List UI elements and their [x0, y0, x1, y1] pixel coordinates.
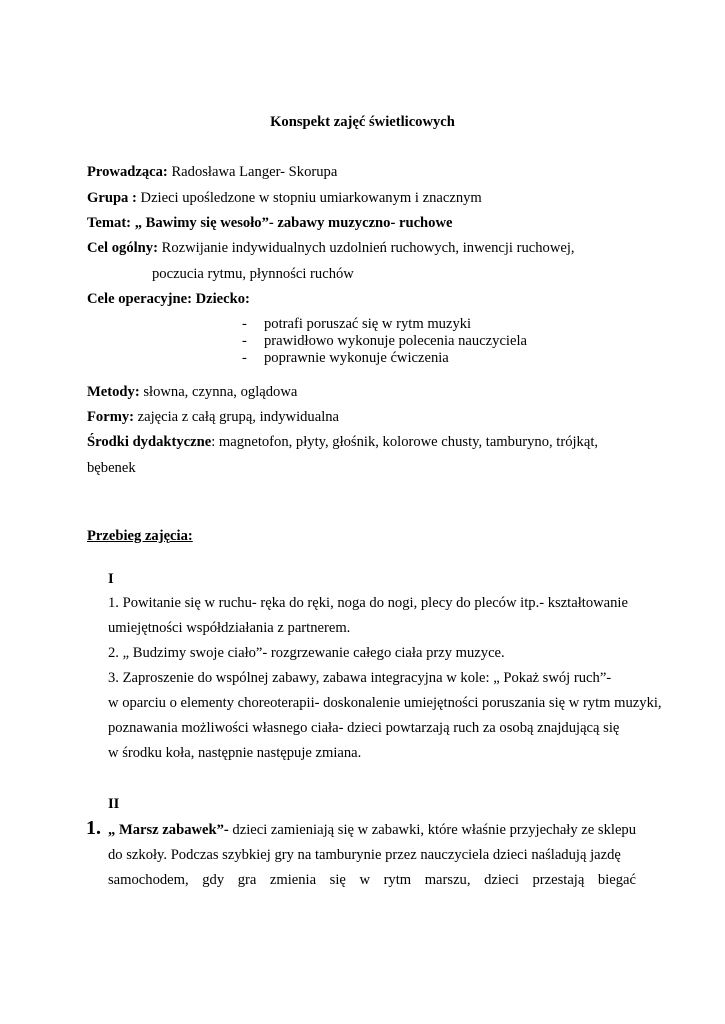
- srodki-value: : magnetofon, płyty, głośnik, kolorowe chusty, tamburyno, trójkąt,: [211, 434, 599, 450]
- grupa-value: Dzieci upośledzone w stopniu umiarkowanym i znacznym: [136, 190, 482, 206]
- section-1-paragraph-3-line-2: w oparciu o elementy choreoterapii- doskonalenie umiejętności poruszania się w rytm muzyki,: [108, 695, 662, 711]
- cel-ogolny-value: Rozwijanie indywidualnych uzdolnień ruchowych, inwencji ruchowej,: [157, 240, 575, 256]
- temat-line: Temat: „ Bawimy się wesoło”- zabawy muzyczno- ruchowe: [87, 215, 453, 231]
- metody-value: słowna, czynna, oglądowa: [139, 384, 298, 400]
- prowadzaca-line: [87, 163, 337, 181]
- section-2-item-title: „ Marsz zabawek”-: [108, 822, 229, 838]
- cele-operacyjne-heading: Cele operacyjne: Dziecko:: [87, 291, 250, 307]
- section-1-paragraph-2: 2. „ Budzimy swoje ciało”- rozgrzewanie całego ciała przy muzyce.: [108, 645, 505, 661]
- list-item-text: prawidłowo wykonuje polecenia nauczyciela: [264, 333, 527, 349]
- grupa-line: [87, 189, 482, 207]
- bullet-dash: -: [242, 316, 247, 332]
- section-2-item-number: 1.: [86, 817, 101, 839]
- metody-label: Metody:: [87, 384, 140, 400]
- srodki-line: [87, 433, 598, 451]
- section-2-item-line-2: do szkoły. Podczas szybkiej gry na tamburynie przez nauczyciela dzieci naśladują jazdę: [108, 847, 621, 863]
- list-item-text: poprawnie wykonuje ćwiczenia: [264, 350, 449, 366]
- bullet-dash: -: [242, 350, 247, 366]
- section-1-paragraph-1-line-2: umiejętności współdziałania z partnerem.: [108, 620, 351, 636]
- srodki-label: Środki dydaktyczne: [87, 434, 212, 450]
- przebieg-heading: Przebieg zajęcia:: [87, 528, 193, 544]
- section-2-numeral: II: [108, 796, 120, 812]
- cel-ogolny-line: [87, 239, 575, 257]
- section-1-paragraph-3-line-1: 3. Zaproszenie do wspólnej zabawy, zabawa integracyjna w kole: „ Pokaż swój ruch”-: [108, 670, 612, 686]
- grupa-label: Grupa :: [87, 190, 137, 206]
- cel-ogolny-continuation: poczucia rytmu, płynności ruchów: [152, 266, 354, 282]
- list-item-text: potrafi poruszać się w rytm muzyki: [264, 316, 472, 332]
- srodki-continuation: bębenek: [87, 460, 136, 476]
- section-2-item-line-3: [108, 871, 636, 889]
- section-2-item-line-1: [108, 821, 636, 839]
- formy-line: [87, 408, 339, 426]
- bullet-dash: -: [242, 333, 247, 349]
- page-title: Konspekt zajęć świetlicowych: [270, 114, 455, 130]
- section-2-item-line-3-text: samochodem, gdy gra zmienia się w rytm marszu, dzieci przestają biegać: [108, 872, 636, 888]
- section-1-paragraph-3-line-4: w środku koła, następnie następuje zmiana.: [108, 745, 362, 761]
- section-1-numeral: I: [108, 571, 114, 587]
- metody-line: [87, 383, 297, 401]
- section-2-item-text: dzieci zamieniają się w zabawki, które właśnie przyjechały ze sklepu: [228, 822, 637, 838]
- formy-label: Formy:: [87, 409, 135, 425]
- section-1-paragraph-1-line-1: 1. Powitanie się w ruchu- ręka do ręki, noga do nogi, plecy do pleców itp.- kształtowanie: [108, 595, 628, 611]
- section-1-paragraph-3-line-3: poznawania możliwości własnego ciała- dzieci powtarzają ruch za osobą znajdującą się: [108, 720, 620, 736]
- formy-value: zajęcia z całą grupą, indywidualna: [134, 409, 340, 425]
- cel-ogolny-label: Cel ogólny:: [87, 240, 158, 256]
- prowadzaca-label: Prowadząca:: [87, 164, 168, 180]
- prowadzaca-value: Radosława Langer- Skorupa: [167, 164, 338, 180]
